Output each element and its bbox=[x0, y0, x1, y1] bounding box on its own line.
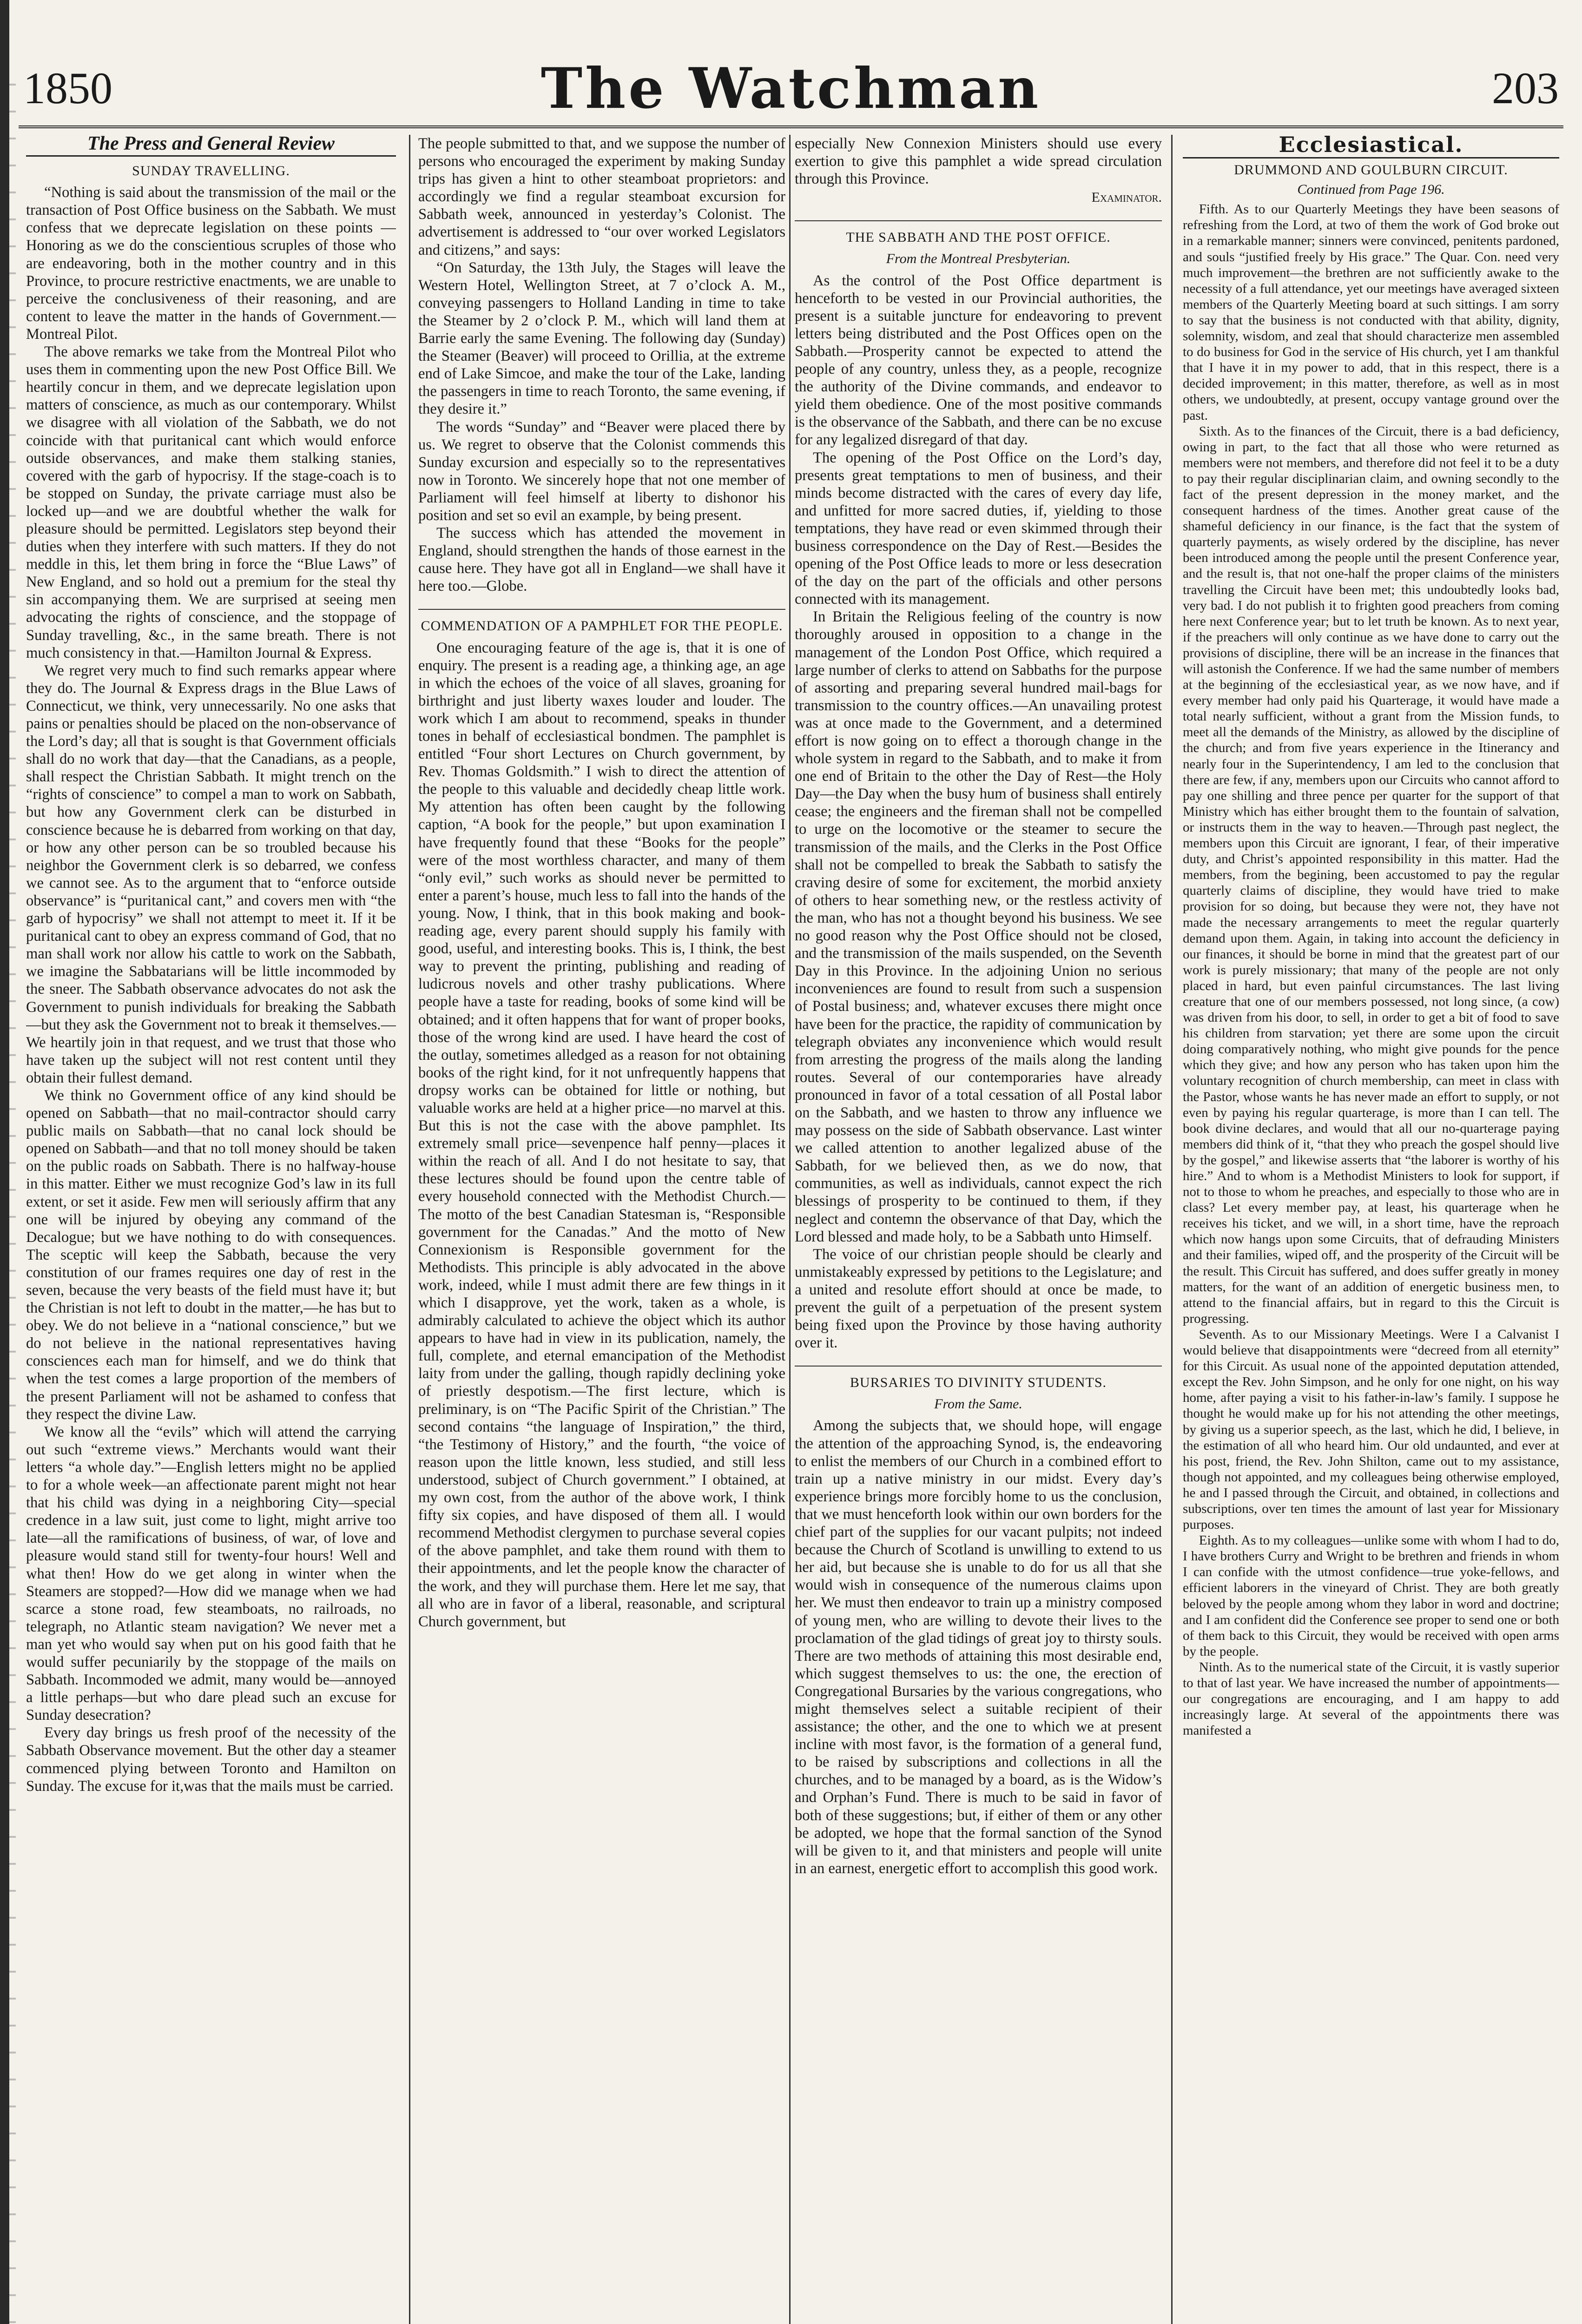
article-paragraph: Among the subjects that, we should hope, will engage the attention of the approaching Synod, is, the endeavoring to enlist the members of our Church in a combined effort to train up a native ministry in our midst. Every day’s experience brings more forcibly home to us the conclusion, that we must henceforth look within our own borders for the chief part of the supplies for our vacant pulpits; not indeed because the Church of Scotland is unwilling to extend to us her aid, but because she is unable to do for us all that she would wish in consequence of the numerous claims upon her. We must then endeavor to train up a ministry composed of young men, who are willing to devote their lives to the proclamation of the glad tidings of great joy to thirsty souls. There are two methods of attaining this most desirable end, which suggest themselves to us: the one, the erection of Congregational Bursaries by the various congregations, who might themselves select a suitable recipient of their assistance; the other, and the one to which we at present incline with most favor, is the formation of a general fund, to be raised by subscriptions and collections in all the churches, and to be managed by a board, as is the Widow’s and Orphan’s Fund. There is much to be said in favor of both of these suggestions; but, if either of them or any other be adopted, we hope that the formal sanction of the Synod will be given to it, and that ministers and people will unite in an earnest, energetic effort to accomplish this good work. bbox=[795, 1417, 1162, 1877]
article-paragraph: As the control of the Post Office department is henceforth to be vested in our Provincial authorities, the present is a suitable juncture for endeavoring to prevent letters being distributed and the Post Offices open on the Sabbath.—Prosperity cannot be expected to attend the people of any country, unless they, as a people, recognize the authority of the Divine commands, and endeavor to yield them obedience. One of the most positive commands is the observance of the Sabbath, and there can be no excuse for any legalized disregard of that day. bbox=[795, 272, 1162, 449]
article-paragraph: The voice of our christian people should be clearly and unmistakeably expressed by petitions to the Legislature; and a united and resolute effort should at once be made, to prevent the guilt of a perpetuation of the present system being fixed upon the Province by those having authority over it. bbox=[795, 1246, 1162, 1352]
margin-text-fragments bbox=[9, 70, 16, 2324]
article-paragraph: We know all the “evils” which will attend the carrying out such “extreme views.” Merchants would want their letters “a whole day.”—English letters might no be applied to for a whole week—an affectionate parent might not hear that his child was dying in a neighboring City—special credence in a law suit, just come to light, might arrive too late—all the ramifications of business, of war, of love and pleasure would stand still for twenty-four hours! Well and what then! How do we get along in winter when the Steamers are stopped?—How did we manage when we had scarce a stone road, few steamboats, no railroads, no telegraph, no Atlantic steam navigation? We never met a man yet who would say when put on his good faith that he would suffer pecuniarily by the stoppage of the mails on Sabbath. Incommoded we admit, many would be—annoyed a little perhaps—but who dare plead such an excuse for Sunday desecration? bbox=[26, 1423, 396, 1724]
column-press-review bbox=[26, 135, 396, 2324]
issue-year: 1850 bbox=[23, 63, 112, 113]
article-paragraph: The success which has attended the movement in England, should strengthen the hands of those earnest in the cause here. They have got all in England—we shall have it here too.—Globe. bbox=[418, 525, 785, 595]
article-paragraph: We think no Government office of any kind should be opened on Sabbath—that no mail-contractor should carry public mails on Sabbath—that no canal lock should be opened on Sabbath—and that no toll money should be taken on the public roads on Sabbath. There is no halfway-house in this matter. Either we must recognize God’s law in its full extent, or set it aside. Few men will seriously affirm that any one will be injured by obeying any command of the Decalogue; but we have nothing to do with consequences. The sceptic will keep the Sabbath, because the very constitution of our frames requires one day of rest in the seven, because the very beasts of the field must have it; but the Christian is not left to doubt in the matter,—he has but to obey. We do not believe in a “national conscience,” but we do not believe in the national representatives having consciences each man for himself, and we do think that when the test comes a large proportion of the members of the present Parliament will not be ashamed to confess that they respect the divine Law. bbox=[26, 1087, 396, 1423]
article-title: COMMENDATION OF A PAMPHLET FOR THE PEOPLE. bbox=[421, 618, 783, 634]
article-paragraph: The people submitted to that, and we suppose the number of persons who encouraged the experiment by making Sunday trips has given a hint to other steamboat proprietors: and accordingly we find a regular steamboat excursion for Sabbath week, announced in yesterday’s Colonist. The advertisement is addressed to “our over worked Legislators and citizens,” and says: bbox=[418, 135, 785, 258]
column-two bbox=[418, 135, 785, 2324]
article-paragraph: The opening of the Post Office on the Lord’s day, presents great temptations to men of business, and their minds become distracted with the cares of every day life, and unfitted for more sacred duties, if, yielding to those temptations, they have read or even skimmed through their business correspondence on the Day of Rest.—Besides the opening of the Post Office leads to more or less desecration of the day on the part of the officials and other persons connected with its management. bbox=[795, 449, 1162, 608]
article-paragraph: The above remarks we take from the Montreal Pilot who uses them in commenting upon the new Post Office Bill. We heartily concur in them, and we deprecate legislation upon matters of conscience, as much as our contemporary. Whilst we disagree with all violation of the Sabbath, we do not coincide with that puritanical cant which would enforce outside observances, and make them stalking stanies, covered with the garb of hypocrisy. If the stage-coach is to be stopped on Sunday, the private carriage must also be locked up—and we are doubtful whether the walk for pleasure should be permitted. Legislators step beyond their duties when they interfere with such matters. If they do not meddle in this, let them bring in force the “Blue Laws” of New England, and so hold out a premium for the steal thy sin accompanying them. We are surprised at seeing men advocating the rights of conscience, and the stoppage of Sunday travelling, &c., in the same breath. There is not much consistency in that.—Hamilton Journal & Express. bbox=[26, 343, 396, 661]
column-ecclesiastical bbox=[1183, 135, 1559, 2324]
article-separator bbox=[418, 609, 785, 610]
article-separator bbox=[795, 220, 1162, 221]
article-paragraph: Ninth. As to the numerical state of the Circuit, it is vastly superior to that of last year. We have increased the number of appointments—our congregations are encouraging, and I am happy to add increasingly large. At several of the appointments there was manifested a bbox=[1183, 1659, 1559, 1738]
column-divider bbox=[1171, 135, 1173, 2324]
column-divider bbox=[789, 135, 791, 2324]
newspaper-title: The Watchman bbox=[541, 56, 1041, 121]
article-separator bbox=[795, 1366, 1162, 1367]
article-paragraph: Every day brings us fresh proof of the necessity of the Sabbath Observance movement. But the other day a steamer commenced plying between Toronto and Hamilton on Sunday. The excuse for it,was that the mails must be carried. bbox=[26, 1724, 396, 1795]
section-heading: Ecclesiastical. bbox=[1183, 135, 1559, 158]
article-paragraph: Sixth. As to the finances of the Circuit, there is a bad deficiency, owing in part, to the fact that all those who were returned as members were not members, and therefore did not feel it to be a duty to pay their regular disciplinarian claim, and owning secondly to the fact of the present depression in the money market, and the consequent hardness of the times. Another great cause of the shameful deficiency in our finance, is the fact that the system of quarterly payments, as wisely ordered by the discipline, has never been introduced among the people until the present Conference year, and the result is, that not one-half the proper claims of the ministers travelling the Circuit have been met; this undoubtedly looks bad, very bad. I do not publish it to frighten good preachers from coming here next Conference year; but to let truth be known. As to next year, if the preachers will only continue as we have done to carry out the provisions of discipline, there will be an increase in the finances that will astonish the Conference. If we had the same number of members at the beginning of the ecclesiastical year, as we now have, and if every member had only paid his Quarterage, it would have made a total nearly sufficient, without a grant from the Mission funds, to meet all the demands of the Ministry, as allowed by the discipline of the church; and from five years experience in the Itinerancy and nearly four in the Superintendency, I am led to the conclusion that there are few, if any, members upon our Circuits who cannot afford to pay one shilling and three pence per quarter for the support of that Ministry which has either brought them to the fountain of salvation, or instructs them in the way to heaven.—Through past neglect, the members upon this Circuit are ignorant, I fear, of their imperative duty, and Christ’s appointed responsibility in this matter. Had the members, from the begining, been accustomed to pay the regular quarterly claims of discipline, they would have tried to make provision for so doing, but because they were not, they have not made the necessary arrangements to meet the regular quarterly demand upon them. Again, in taking into account the deficiency in our finances, it should be borne in mind that the greatest part of our work is purely missionary; that many of the people are not only placed in hard, but even painful circumstances. The last living creature that one of our members possessed, not long since, (a cow) was driven from his door, to sell, in order to get a bit of food to save his children from starvation; yet there are some upon the circuit doing comparatively nothing, who might give pounds for the pence which they give; and how any person who has taken upon him the voluntary recognition of church membership, can meet in class with the Pastor, whose wants he has never made an effort to supply, or not even by paying his regular quarterage, is more than I can tell. The book divine declares, and would that all our no-quarterage paying members did think of it, “that they who preach the gospel should live by the gospel,” and likewise asserts that “the laborer is worthy of his hire.” And to whom is a Methodist Ministers to look for support, if not to those to whom he preaches, and especially to those who are in class? Let every member pay, at least, his quarterage when he receives his ticket, and we will, in a short time, have the reproach which now hangs upon some Circuits, that of defrauding Ministers and their families, wiped off, and the prosperity of the Circuit will be the result. This Circuit has suffered, and does suffer greatly in money matters, for the want of an addition of energetic business men, to attend to the financial affairs, but in regard to this the Circuit is progressing. bbox=[1183, 423, 1559, 1326]
article-paragraph: We regret very much to find such remarks appear where they do. The Journal & Express drags in the Blue Laws of Connecticut, we think, very unnecessarily. No one asks that pains or penalties should be placed on the non-observance of the Lord’s day; all that is sought is that Government officials shall do no work that day—that the Canadians, as a people, shall respect the Christian Sabbath. It might trench on the “rights of conscience” to compel a man to work on Sabbath, but how any Government clerk can be disturbed in conscience because he is debarred from working on that day, or how any other person can be so troubled because his neighbor the Government clerk is so debarred, we confess we cannot see. As to the argument that to “enforce outside observance” is “puritanical cant,” and covers men with “the garb of hypocrisy” we shall not attempt to meet it. If it be puritanical cant to obey an express command of God, that no man shall work nor allow his cattle to work on the Sabbath, we imagine the Sabbatarians will be little incommoded by the sneer. The Sabbath observance advocates do not ask the Government to punish individuals for breaking the Sabbath—but they ask the Government not to break it themselves.—We heartily join in that request, and we trust that those who have taken up the subject will not rest content until they obtain their fullest demand. bbox=[26, 662, 396, 1086]
article-paragraph: Eighth. As to my colleagues—unlike some with whom I had to do, I have brothers Curry and Wright to be brethren and friends in whom I can confide with the utmost confidence—true yoke-fellows, and efficient laborers in the vineyard of Christ. They are both greatly beloved by the people among whom they labor in word and doctrine; and I am confident did the Conference see proper to send one or both of them back to this Circuit, they would be received with open arms by the people. bbox=[1183, 1533, 1559, 1659]
article-paragraph: Seventh. As to our Missionary Meetings. Were I a Calvanist I would believe that disappointments were “decreed from all eternity” for this Circuit. As usual none of the appointed deputation attended, except the Rev. John Simpson, and he only for one night, on his way home, after paying a visit to his father-in-law’s family. I suppose he thought he would make up for his not attending the other meetings, by giving us a superior speech, as the last, which he did, I believe, in the estimation of all who heard him. Our old undaunted, and ever at his post, friend, the Rev. John Shilton, came out to my assistance, though not appointed, and my colleagues being otherwise employed, he and I passed through the Circuit, and obtained, in collections and subscriptions, over ten times the amount of last year for Missionary purposes. bbox=[1183, 1327, 1559, 1532]
section-heading: The Press and General Review bbox=[26, 135, 396, 157]
article-title: BURSARIES TO DIVINITY STUDENTS. bbox=[850, 1375, 1107, 1391]
continued-note: Continued from Page 196. bbox=[1297, 182, 1445, 198]
article-paragraph: “Nothing is said about the transmission of the mail or the transaction of Post Office business on the Sabbath. We must confess that we deprecate legislation on these points — Honoring as we do the conscientious scruples of those who are endeavoring, both in the mother country and in this Province, to procure restrictive enactments, we are unable to perceive the conclusiveness of their reasoning, and are content to leave the matter in the hands of Government.—Montreal Pilot. bbox=[26, 184, 396, 343]
quoted-advertisement: “On Saturday, the 13th July, the Stages will leave the Western Hotel, Wellington Street, at 7 o’clock A. M., conveying passengers to Holland Landing in time to take the Steamer by 2 o’clock P. M., which will land them at Barrie early the same Evening. The following day (Sunday) the Steamer (Beaver) will proceed to Orillia, at the extreme end of Lake Simcoe, and make the tour of the Lake, landing the passengers in time to reach Toronto, the same evening, if they desire it.” bbox=[418, 259, 785, 418]
page-binding-edge bbox=[0, 0, 9, 2324]
column-divider bbox=[409, 135, 410, 2324]
column-three bbox=[795, 135, 1162, 2324]
article-source: From the Same. bbox=[934, 1396, 1022, 1412]
article-title: SUNDAY TRAVELLING. bbox=[132, 163, 290, 179]
article-source: From the Montreal Presbyterian. bbox=[886, 251, 1071, 267]
article-paragraph: Fifth. As to our Quarterly Meetings they have been seasons of refreshing from the Lord, at two of them the work of God broke out in a remarkable manner; sinners were convinced, penitents pardoned, and souls “justified freely by His grace.” The Quar. Con. need very much improvement—the brethren are not sufficiently awake to the necessity of a full attendance, yet our meetings have averaged sixteen members of the Quarterly Meeting board at such sittings. I am sorry to say that the business is not conducted with that ability, dignity, solemnity, wisdom, and zeal that should characterize men assembled to do business for God in the service of His church, yet I am thankful that I have it in my power to add, that in this respect, there is a decided improvement; in this matter, therefore, as well as in most others, we undoubtedly, at present, occupy vantage ground over the past. bbox=[1183, 202, 1559, 423]
article-paragraph: One encouraging feature of the age is, that it is one of enquiry. The present is a reading age, a thinking age, an age in which the echoes of the voice of all slaves, groaning for birthright and just liberty waxes louder and louder. The work which I am about to recommend, speaks in thunder tones in behalf of ecclesiastical bondmen. The pamphlet is entitled “Four short Lectures on Church government, by Rev. Thomas Goldsmith.” I wish to direct the attention of the people to this valuable and decidedly cheap little work. My attention has often been caught by the following caption, “A book for the people,” but upon examination I have frequently found that these “Books for the people” were of the most worthless character, and many of them “only evil,” such works as should never be permitted to enter a parent’s house, much less to fall into the hands of the young. Now, I think, that in this book making and book-reading age, every parent should supply his family with good, useful, and interesting books. This is, I think, the best way to prevent the printing, publishing and reading of ludicrous novels and other trashy publications. Where people have a taste for reading, books of some kind will be obtained; and it often happens that for want of proper books, those of the wrong kind are used. I have heard the cost of the outlay, sometimes alledged as a reason for not obtaining books of the right kind, for it not unfrequently happens that dropsy works can be obtained for little or nothing, but valuable works are held at a higher price—no marvel at this. But this is not the case with the above pamphlet. Its extremely small price—sevenpence half penny—places it within the reach of all. And I do not hesitate to say, that these lectures should be found upon the centre table of every household connected with the Methodist Church.—The motto of the best Canadian Statesman is, “Responsible government for the Canadas.” And the motto of New Connexionism is Responsible government for the Methodists. This principle is ably advocated in the above work, indeed, while I must admit there are few things in it which I disapprove, yet the work, taken as a whole, is admirably calculated to achieve the object which its author appears to have had in view in its publication, namely, the full, complete, and eternal emancipation of the Methodist laity from under the galling, though rapidly declining yoke of priestly despotism.—The first lecture, which is preliminary, is on “The Pacific Spirit of the Christian.” The second contains “the language of Inspiration,” the third, “the Testimony of History,” and the fourth, “the voice of reason upon the little known, less studied, and still less understood, subject of Church government.” I obtained, at my own cost, from the author of the above work, I think fifty six copies, and have disposed of them all. I would recommend Methodist clergymen to purchase several copies of the above pamphlet, and take them round with them to their appointments, and let the people know the character of the work, and they will purchase them. Here let me say, that all who are in favor of a liberal, reasonable, and scriptural Church government, but bbox=[418, 639, 785, 1630]
page-number: 203 bbox=[1492, 63, 1559, 113]
masthead-rule bbox=[19, 125, 1563, 128]
article-paragraph: In Britain the Religious feeling of the country is now thoroughly aroused in opposition to a change in the management of the London Post Office, which required a large number of clerks to attend on Sabbaths for the purpose of assorting and preparing several hundred mail-bags for transmission to the country offices.—An unavailing protest was at once made to the Government, and a determined effort is now going on to effect a thorough change in the whole system in regard to the Sabbath, and to make it from one end of Britain to the other the Day of Rest—the Holy Day—the Day when the busy hum of business shall entirely cease; the engineers and the fireman shall not be compelled to urge on the locomotive or the steamer to secure the transmission of the mails, and the Clerks in the Post Office shall not be compelled to break the Sabbath to satisfy the craving desire of some for excitement, the morbid anxiety of others to hear something new, or the restless activity of the man, who has not a thought beyond his business. We see no good reason why the Post Office should not be closed, and the transmission of the mails suspended, on the Seventh Day in this Province. In the adjoining Union no serious inconveniences are found to result from such a suspension of Postal business; and, whatever excuses there might once have been for the practice, the rapidity of communication by telegraph obviates any inconvenience which would result from arresting the progress of the mails along the landing routes. Several of our contemporaries have already pronounced in favor of a total cessation of all Postal labor on the Sabbath, and we hasten to throw any influence we may possess on the side of Sabbath observance. Last winter we called attention to another legalized abuse of the Sabbath, for we believed then, as we do now, that communities, as well as individuals, cannot expect the rich blessings of prosperity to be continued to them, if they neglect and contemn the observance of that Day, which the Lord blessed and made holy, to be a Sabbath unto Himself. bbox=[795, 608, 1162, 1245]
article-paragraph: The words “Sunday” and “Beaver were placed there by us. We regret to observe that the Colonist commends this Sunday excursion and especially so to the representatives now in Toronto. We sincerely hope that not one member of Parliament will feel himself at liberty to dishonor his position and set so evil an example, by being present. bbox=[418, 418, 785, 524]
article-paragraph: especially New Connexion Ministers should use every exertion to give this pamphlet a wide spread circulation through this Province. bbox=[795, 135, 1162, 188]
article-signature: Examinator. bbox=[1091, 190, 1162, 205]
article-title: DRUMMOND AND GOULBURN CIRCUIT. bbox=[1234, 162, 1508, 178]
masthead bbox=[19, 56, 1563, 125]
article-title: THE SABBATH AND THE POST OFFICE. bbox=[846, 230, 1111, 245]
